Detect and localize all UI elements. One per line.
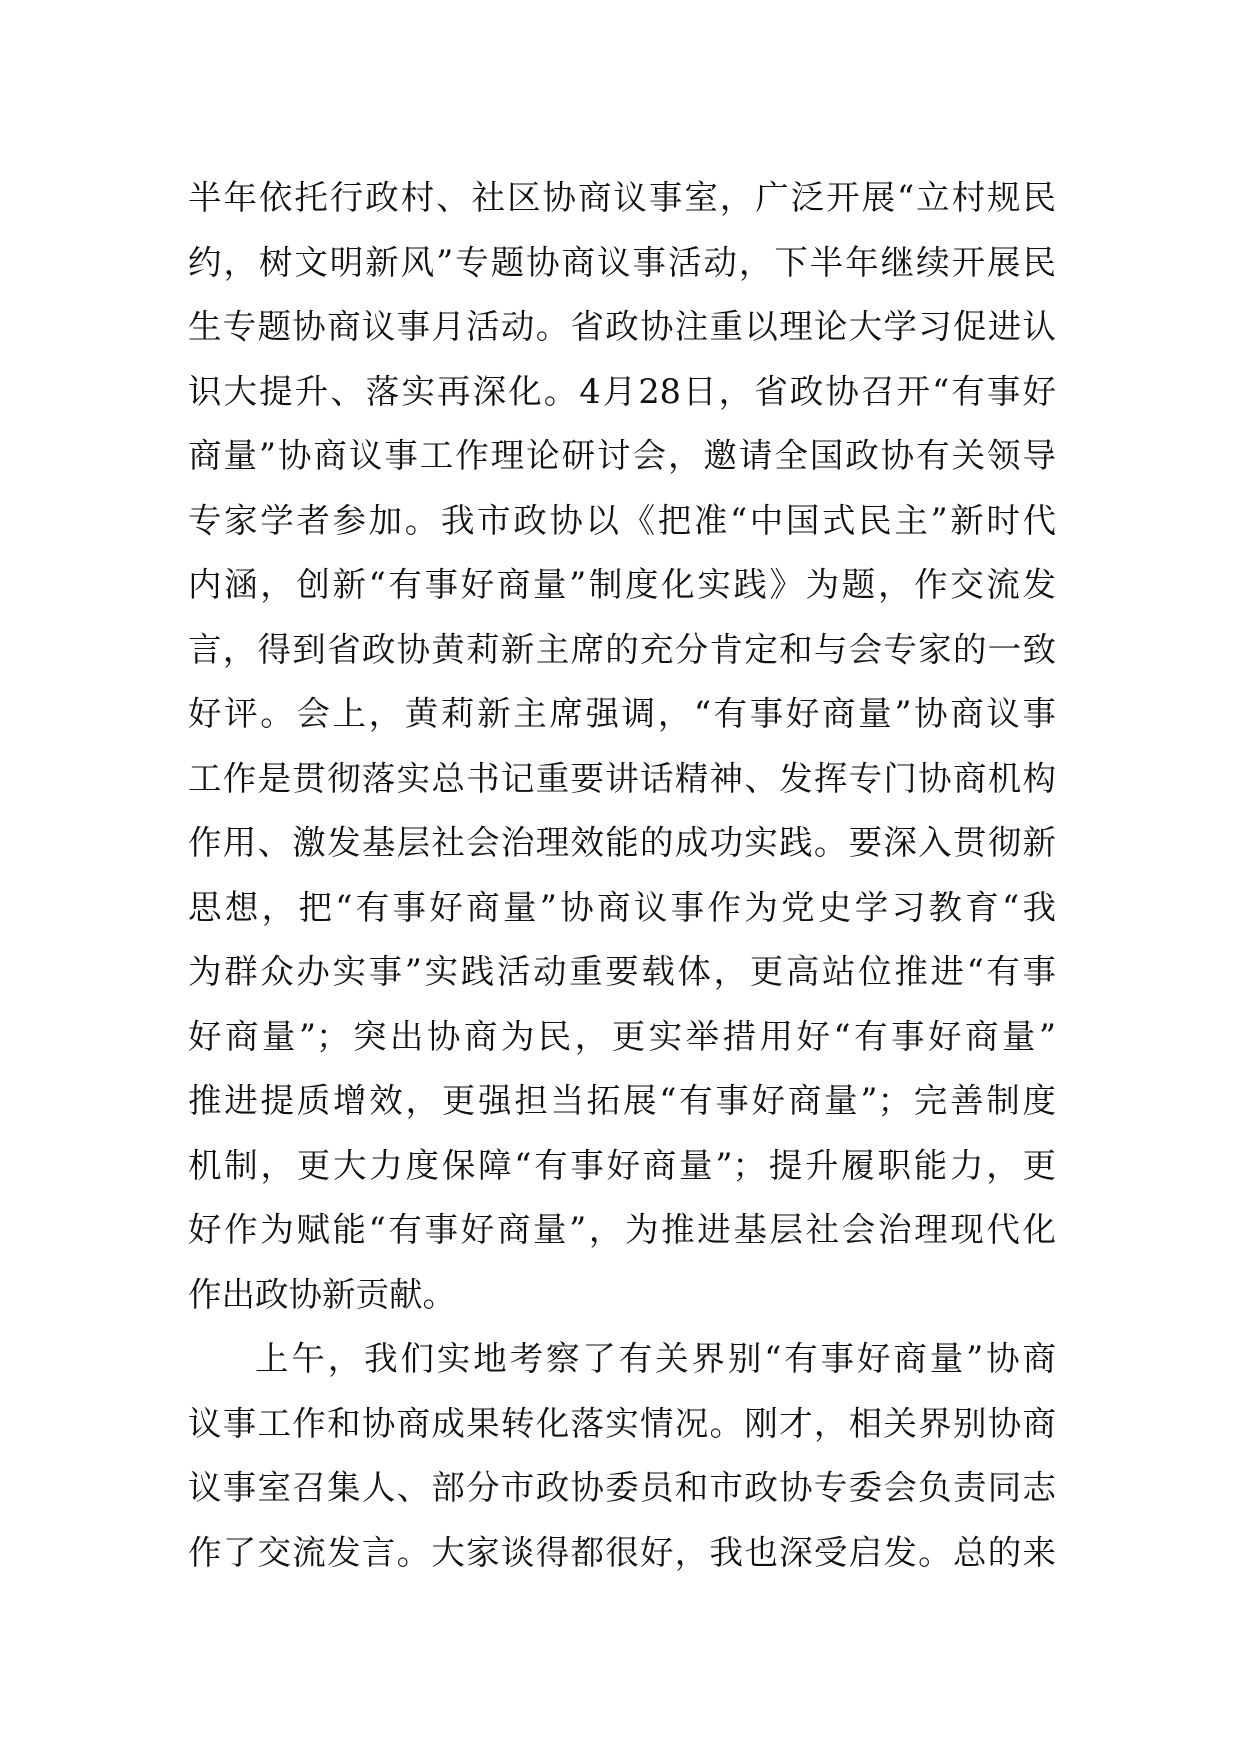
text-line: 半年依托行政村、社区协商议事室，广泛开展“立村规民 [188, 178, 1056, 217]
text-line: 推进提质增效，更强担当拓展“有事好商量”；完善制度 [188, 1081, 1056, 1120]
text-line: 为群众办实事”实践活动重要载体，更高站位推进“有事 [188, 952, 1056, 991]
text-line: 好作为赋能“有事好商量”，为推进基层社会治理现代化 [188, 1210, 1056, 1249]
text-line: 作了交流发言。大家谈得都很好，我也深受启发。总的来 [188, 1532, 1056, 1572]
text-line: 思想，把“有事好商量”协商议事作为党史学习教育“我 [188, 887, 1056, 927]
text-line: 专家学者参加。我市政协以《把准“中国式民主”新时代 [188, 500, 1056, 540]
text-line: 约，树文明新风”专题协商议事活动，下半年继续开展民 [188, 242, 1056, 282]
text-line: 议事工作和协商成果转化落实情况。刚才，相关界别协商 [188, 1403, 1056, 1443]
body-text [188, 166, 1056, 1585]
text-line: 生专题协商议事月活动。省政协注重以理论大学习促进认 [188, 307, 1056, 346]
paragraph-2 [188, 1327, 1056, 1585]
text-line: 言，得到省政协黄莉新主席的充分肯定和与会专家的一致 [188, 629, 1056, 669]
text-line: 作出政协新贡献。 [188, 1274, 456, 1314]
text-line: 议事室召集人、部分市政协委员和市政协专委会负责同志 [188, 1468, 1056, 1507]
text-line: 内涵，创新“有事好商量”制度化实践》为题，作交流发 [188, 565, 1056, 604]
text-line: 商量”协商议事工作理论研讨会，邀请全国政协有关领导 [188, 436, 1056, 475]
text-line: 上午，我们实地考察了有关界别“有事好商量”协商 [255, 1339, 1056, 1378]
text-line: 机制，更大力度保障“有事好商量”；提升履职能力，更 [188, 1145, 1056, 1185]
text-line: 作用、激发基层社会治理效能的成功实践。要深入贯彻新 [188, 823, 1056, 862]
paragraph-1 [188, 166, 1056, 1327]
text-line: 识大提升、落实再深化。4月28日，省政协召开“有事好 [188, 371, 1056, 411]
text-line: 好评。会上，黄莉新主席强调，“有事好商量”协商议事 [188, 694, 1056, 733]
text-line: 工作是贯彻落实总书记重要讲话精神、发挥专门协商机构 [188, 758, 1056, 798]
text-line: 好商量”；突出协商为民，更实举措用好“有事好商量” [188, 1016, 1056, 1056]
